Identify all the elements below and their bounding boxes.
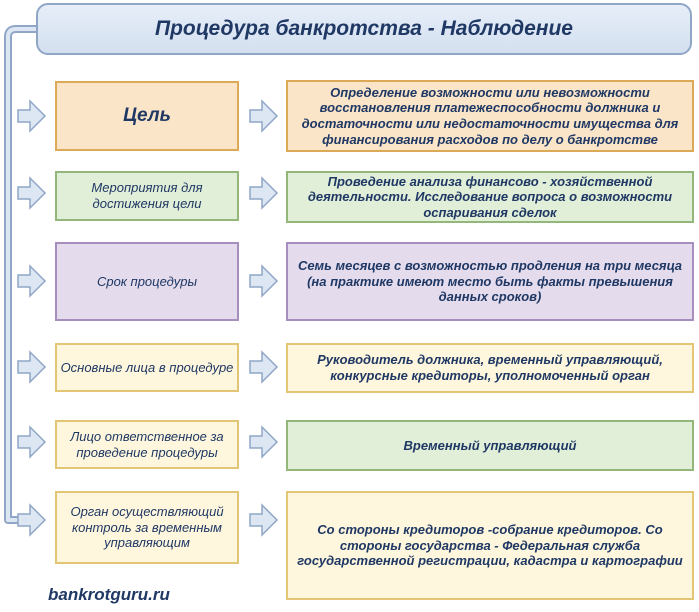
site-watermark: bankrotguru.ru: [48, 585, 170, 604]
arrow-icon: [18, 505, 45, 535]
arrow-icon: [18, 178, 45, 208]
page-title: Процедура банкротства - Наблюдение: [36, 3, 692, 55]
row-description-goal: Определение возможности или невозможности восстановления платежеспособности должника и достаточности или недостаточности имущества для финансирования расходов по делу о банкротстве: [286, 80, 694, 152]
arrow-icon: [250, 505, 277, 535]
row-label-supervisor: Орган осуществляющий контроль за временным управляющим: [55, 491, 239, 564]
row-description-supervisor: Со стороны кредиторов -собрание кредиторов. Со стороны государства - Федеральная служба государственной регистрации, кадастра и картографии: [286, 491, 694, 600]
row-description-measures: Проведение анализа финансово - хозяйственной деятельности. Исследование вопроса о возможности оспаривания сделок: [286, 171, 694, 223]
row-label-responsible: Лицо ответственное за проведение процедуры: [55, 420, 239, 469]
row-label-measures: Мероприятия для достижения цели: [55, 171, 239, 221]
arrow-icon: [18, 352, 45, 382]
arrow-icon: [18, 101, 45, 131]
row-description-duration: Семь месяцев с возможностью продления на три месяца (на практике имеют место быть факты превышения данных сроков): [286, 242, 694, 321]
arrow-icon: [250, 266, 277, 296]
row-label-participants: Основные лица в процедуре: [55, 343, 239, 392]
row-description-participants: Руководитель должника, временный управляющий, конкурсные кредиторы, уполномоченный орган: [286, 343, 694, 393]
arrow-icon: [18, 427, 45, 457]
row-description-responsible: Временный управляющий: [286, 420, 694, 471]
arrow-icon: [250, 101, 277, 131]
arrow-icon: [250, 427, 277, 457]
arrow-icon: [250, 352, 277, 382]
arrow-icon: [250, 178, 277, 208]
row-label-duration: Срок процедуры: [55, 242, 239, 321]
row-label-goal: Цель: [55, 81, 239, 151]
arrow-icon: [18, 266, 45, 296]
